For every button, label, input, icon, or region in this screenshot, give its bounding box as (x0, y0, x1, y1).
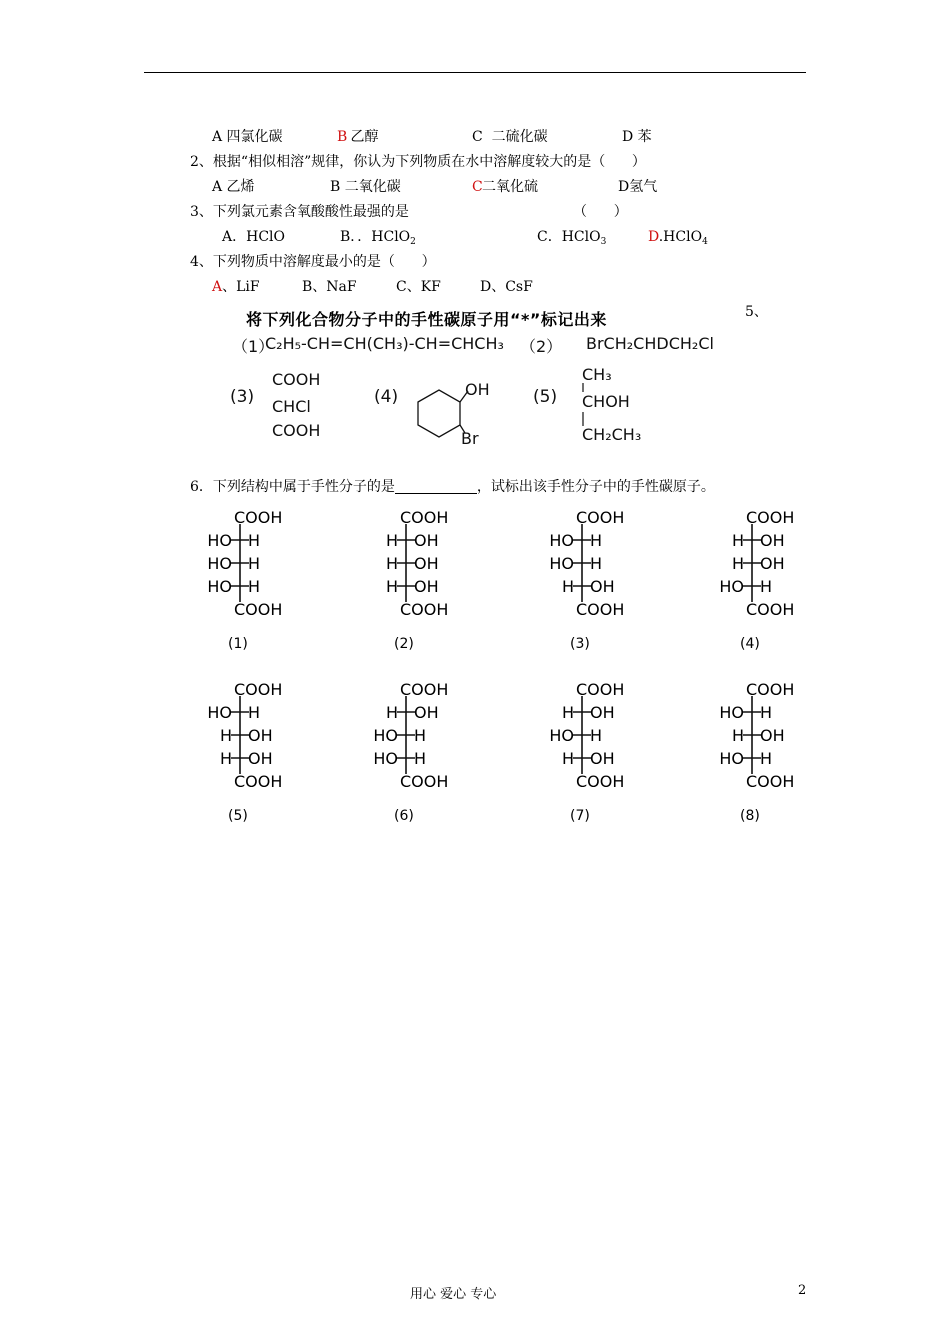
fischer-bonds (395, 524, 417, 604)
fischer-left-group: HO (373, 726, 398, 745)
fischer-label: (7) (570, 808, 590, 824)
fischer-bonds (741, 524, 763, 604)
q1-option-a: A 四氯化碳 (212, 129, 283, 145)
q2-option-a: A 乙烯 (212, 179, 255, 195)
fischer-left-group: H (561, 749, 574, 768)
q5-compound-5-line-1: CH₃ (582, 365, 612, 384)
q5-compound-2-formula: BrCH₂CHDCH₂Cl (586, 334, 714, 353)
q5-compound-4-br: Br (461, 429, 479, 448)
q5-title: 将下列化合物分子中的手性碳原子用“*”标记出来 (246, 310, 607, 329)
fischer-left-group: H (219, 749, 232, 768)
fischer-bonds (741, 696, 763, 776)
fischer-right-group: H (590, 726, 603, 745)
fischer-right-group: H (760, 703, 773, 722)
fischer-right-group: OH (760, 726, 785, 745)
fischer-left-group: HO (719, 577, 744, 596)
fischer-right-group: OH (590, 749, 615, 768)
fischer-right-group: OH (414, 703, 439, 722)
footer-center: 用心 爱心 专心 (410, 1287, 497, 1302)
fischer-right-group: H (590, 531, 603, 550)
fischer-left-group: HO (549, 726, 574, 745)
q5-compound-1-label: （1） (232, 337, 275, 356)
fischer-top-cooh: COOH (576, 680, 625, 699)
fischer-right-group: OH (590, 577, 615, 596)
q5-number: 5、 (745, 304, 768, 320)
fischer-right-group: H (760, 749, 773, 768)
q5-compound-3-line-3: COOH (272, 421, 321, 440)
fischer-left-group: HO (719, 749, 744, 768)
q1-option-c: C 二硫化碳 (472, 129, 548, 145)
fischer-left-group: HO (207, 531, 232, 550)
fischer-label: (3) (570, 636, 590, 652)
q1-option-d: D 苯 (622, 129, 652, 145)
fischer-right-group: OH (414, 577, 439, 596)
fischer-left-group: HO (549, 554, 574, 573)
fischer-right-group: H (414, 749, 427, 768)
fischer-right-group: OH (760, 531, 785, 550)
q5-compound-5-line-3: CH₂CH₃ (582, 425, 642, 444)
fischer-left-group: H (731, 726, 744, 745)
fischer-top-cooh: COOH (400, 680, 449, 699)
fischer-bonds (229, 524, 251, 604)
fischer-top-cooh: COOH (746, 680, 795, 699)
q5-compound-3-line-2: CHCl (272, 397, 311, 416)
fischer-right-group: H (760, 577, 773, 596)
q2-option-c-text: 二氧化硫 (482, 179, 538, 195)
q5-compound-4-label: (4) (374, 387, 399, 407)
fischer-right-group: OH (414, 554, 439, 573)
fischer-bonds (395, 696, 417, 776)
fischer-bottom-cooh: COOH (234, 772, 283, 791)
q4-option-a: A、LiF (212, 279, 260, 295)
fischer-bonds (571, 696, 593, 776)
q3-option-d: D.HClO$_4$ (648, 229, 708, 247)
q4-option-c: C、KF (396, 279, 441, 295)
fischer-left-group: H (385, 531, 398, 550)
fischer-right-group: OH (760, 554, 785, 573)
header-rule (144, 72, 806, 73)
fischer-bottom-cooh: COOH (576, 772, 625, 791)
fischer-left-group: H (385, 577, 398, 596)
fischer-right-group: OH (248, 726, 273, 745)
q2-option-c-letter: C (472, 179, 483, 195)
fischer-bottom-cooh: COOH (746, 600, 795, 619)
fischer-label: (6) (394, 808, 414, 824)
fischer-bottom-cooh: COOH (400, 772, 449, 791)
q3-option-c: C．HClO$_3$ (537, 229, 607, 247)
fischer-label: (2) (394, 636, 414, 652)
fischer-left-group: H (385, 703, 398, 722)
fischer-right-group: H (414, 726, 427, 745)
q2-option-d: D氢气 (618, 179, 658, 195)
q5-compound-4-oh: OH (465, 380, 490, 399)
fischer-bottom-cooh: COOH (400, 600, 449, 619)
fischer-left-group: H (561, 577, 574, 596)
q5-compound-5-label: (5) (533, 387, 558, 407)
q1-option-b-letter: B (337, 129, 348, 145)
fischer-right-group: OH (590, 703, 615, 722)
fischer-right-group: H (248, 554, 261, 573)
q2-stem: 2、根据“相似相溶”规律，你认为下列物质在水中溶解度较大的是（ ） (190, 154, 646, 170)
fischer-top-cooh: COOH (234, 508, 283, 527)
q4-option-b: B、NaF (302, 279, 357, 295)
q5-compound-3-line-1: COOH (272, 370, 321, 389)
fischer-right-group: H (248, 577, 261, 596)
page-number: 2 (798, 1283, 807, 1298)
fischer-top-cooh: COOH (576, 508, 625, 527)
q5-compound-2-label: （2） (520, 337, 563, 356)
fischer-bottom-cooh: COOH (234, 600, 283, 619)
fischer-right-group: H (248, 531, 261, 550)
q5-compound-1-formula: C₂H₅-CH=CH(CH₃)-CH=CHCH₃ (265, 334, 504, 353)
q5-compound-3-label: (3) (230, 387, 255, 407)
fischer-left-group: HO (549, 531, 574, 550)
fischer-left-group: HO (207, 577, 232, 596)
q3-paren: （ ） (573, 204, 628, 220)
fischer-right-group: OH (248, 749, 273, 768)
q6-stem: 6．下列结构中属于手性分子的是 ，试标出该手性分子中的手性碳原子。 (190, 479, 715, 495)
q1-option-b-text: 乙醇 (346, 129, 379, 145)
fischer-label: (8) (740, 808, 760, 824)
q6-answer-blank (395, 479, 477, 494)
fischer-left-group: HO (373, 749, 398, 768)
q4-stem: 4、下列物质中溶解度最小的是（ ） (190, 254, 436, 270)
fischer-left-group: HO (207, 554, 232, 573)
q5-compound-5-line-2: CHOH (582, 392, 630, 411)
fischer-right-group: OH (414, 531, 439, 550)
fischer-label: (5) (228, 808, 248, 824)
fischer-top-cooh: COOH (400, 508, 449, 527)
fischer-bonds (571, 524, 593, 604)
fischer-right-group: H (248, 703, 261, 722)
fischer-top-cooh: COOH (746, 508, 795, 527)
q3-option-a: A．HClO (222, 229, 285, 245)
fischer-left-group: H (385, 554, 398, 573)
fischer-label: (4) (740, 636, 760, 652)
fischer-left-group: HO (719, 703, 744, 722)
fischer-right-group: H (590, 554, 603, 573)
fischer-left-group: H (731, 554, 744, 573)
q3-option-b: B．．HClO$_2$ (340, 229, 416, 247)
fischer-bottom-cooh: COOH (746, 772, 795, 791)
fischer-top-cooh: COOH (234, 680, 283, 699)
q5-compound-5-bonds (580, 383, 586, 428)
fischer-left-group: H (731, 531, 744, 550)
fischer-bottom-cooh: COOH (576, 600, 625, 619)
fischer-left-group: HO (207, 703, 232, 722)
fischer-label: (1) (228, 636, 248, 652)
q4-option-d: D、CsF (480, 279, 533, 295)
fischer-left-group: H (561, 703, 574, 722)
q2-option-b: B 二氧化碳 (330, 179, 401, 195)
fischer-bonds (229, 696, 251, 776)
fischer-left-group: H (219, 726, 232, 745)
q3-stem: 3、下列氯元素含氧酸酸性最强的是 (190, 204, 409, 220)
